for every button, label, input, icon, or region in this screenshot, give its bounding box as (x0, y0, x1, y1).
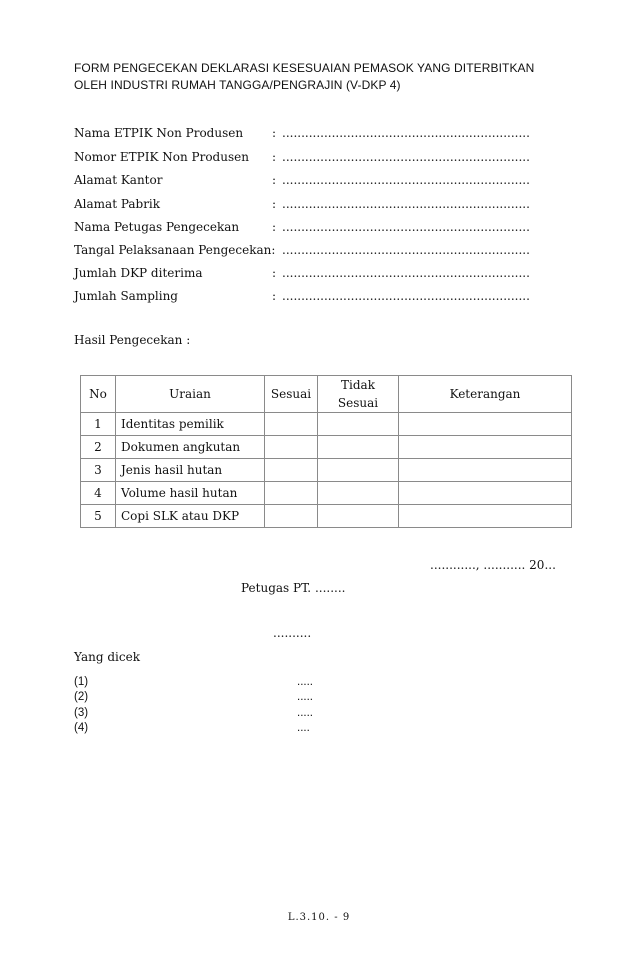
field-value: ................................................................. (282, 126, 530, 140)
checked-dots: .... (297, 722, 310, 734)
row-sesuai-cell (265, 436, 318, 459)
checked-dots: ..... (297, 676, 313, 688)
header-tidak-line1: Tidak (341, 378, 375, 392)
checked-dots: ..... (297, 691, 313, 703)
signature-placeholder: .......... (273, 626, 312, 640)
field-alamat-kantor (74, 172, 530, 188)
field-label: Jumlah Sampling (74, 289, 178, 303)
header-tidak-sesuai (318, 376, 399, 413)
checked-number: (1) (74, 676, 89, 688)
field-nama-etpik (74, 125, 530, 141)
field-label: Nama Petugas Pengecekan (74, 220, 240, 234)
row-no: 3 (81, 459, 116, 482)
row-tidak-sesuai-cell (318, 459, 399, 482)
date-line: ............, ........... 20... (430, 558, 556, 572)
form-title-line1: FORM PENGECEKAN DEKLARASI KESESUAIAN PEMASOK YANG DITERBITKAN (74, 61, 535, 75)
field-colon: : (272, 126, 277, 140)
row-no: 1 (81, 413, 116, 436)
field-value: ................................................................. (282, 150, 530, 164)
field-colon: : (272, 289, 277, 303)
field-label: Nomor ETPIK Non Produsen (74, 150, 249, 164)
row-tidak-sesuai-cell (318, 413, 399, 436)
form-title-line2: OLEH INDUSTRI RUMAH TANGGA/PENGRAJIN (V-DKP 4) (74, 78, 401, 92)
field-colon: : (272, 150, 277, 164)
field-colon: : (272, 220, 277, 234)
row-keterangan-cell (399, 482, 572, 505)
field-value: ................................................................. (282, 289, 530, 303)
header-uraian: Uraian (116, 376, 265, 413)
row-sesuai-cell (265, 459, 318, 482)
row-sesuai-cell (265, 482, 318, 505)
field-label: Jumlah DKP diterima (74, 266, 203, 280)
hasil-pengecekan-heading: Hasil Pengecekan : (74, 333, 191, 347)
row-uraian: Copi SLK atau DKP (116, 505, 265, 528)
header-no: No (81, 376, 116, 413)
page-number: L.3.10. - 9 (287, 912, 351, 923)
row-sesuai-cell (265, 505, 318, 528)
row-uraian: Dokumen angkutan (116, 436, 265, 459)
field-value: ................................................................. (282, 220, 530, 234)
field-value: ................................................................. (282, 173, 530, 187)
row-no: 4 (81, 482, 116, 505)
row-no: 5 (81, 505, 116, 528)
row-uraian: Identitas pemilik (116, 413, 265, 436)
petugas-label: Petugas PT. ........ (241, 581, 346, 595)
field-jumlah-dkp (74, 265, 530, 281)
header-keterangan: Keterangan (399, 376, 572, 413)
checked-number: (2) (74, 691, 89, 703)
yang-dicek-label: Yang dicek (74, 650, 140, 664)
table-row (81, 459, 572, 482)
field-label: Tangal Pelaksanaan Pengecekan: (74, 243, 276, 257)
header-sesuai: Sesuai (265, 376, 318, 413)
form-title (74, 60, 534, 94)
checked-number: (4) (74, 722, 89, 734)
field-value: ................................................................. (282, 266, 530, 280)
field-nama-petugas (74, 219, 530, 235)
field-label: Alamat Pabrik (74, 197, 161, 211)
row-tidak-sesuai-cell (318, 436, 399, 459)
row-tidak-sesuai-cell (318, 505, 399, 528)
checked-dots: ..... (297, 707, 313, 719)
row-sesuai-cell (265, 413, 318, 436)
checked-number: (3) (74, 707, 89, 719)
row-uraian: Volume hasil hutan (116, 482, 265, 505)
field-jumlah-sampling (74, 288, 530, 304)
row-keterangan-cell (399, 459, 572, 482)
table-row (81, 413, 572, 436)
row-tidak-sesuai-cell (318, 482, 399, 505)
field-colon: : (272, 173, 277, 187)
field-tangal-pelaksanaan (74, 242, 530, 258)
row-uraian: Jenis hasil hutan (116, 459, 265, 482)
field-alamat-pabrik (74, 196, 530, 212)
table-header-row (81, 376, 572, 413)
field-value: ................................................................. (282, 197, 530, 211)
row-keterangan-cell (399, 505, 572, 528)
header-tidak-line2: Sesuai (337, 396, 379, 410)
table-row (81, 436, 572, 459)
field-label: Nama ETPIK Non Produsen (74, 126, 244, 140)
check-table (80, 375, 572, 528)
table-row (81, 505, 572, 528)
field-value: ................................................................. (282, 243, 530, 257)
field-colon: : (272, 197, 277, 211)
field-colon: : (272, 266, 277, 280)
field-label: Alamat Kantor (74, 173, 163, 187)
table-row (81, 482, 572, 505)
row-keterangan-cell (399, 436, 572, 459)
row-no: 2 (81, 436, 116, 459)
field-nomor-etpik (74, 149, 530, 165)
row-keterangan-cell (399, 413, 572, 436)
